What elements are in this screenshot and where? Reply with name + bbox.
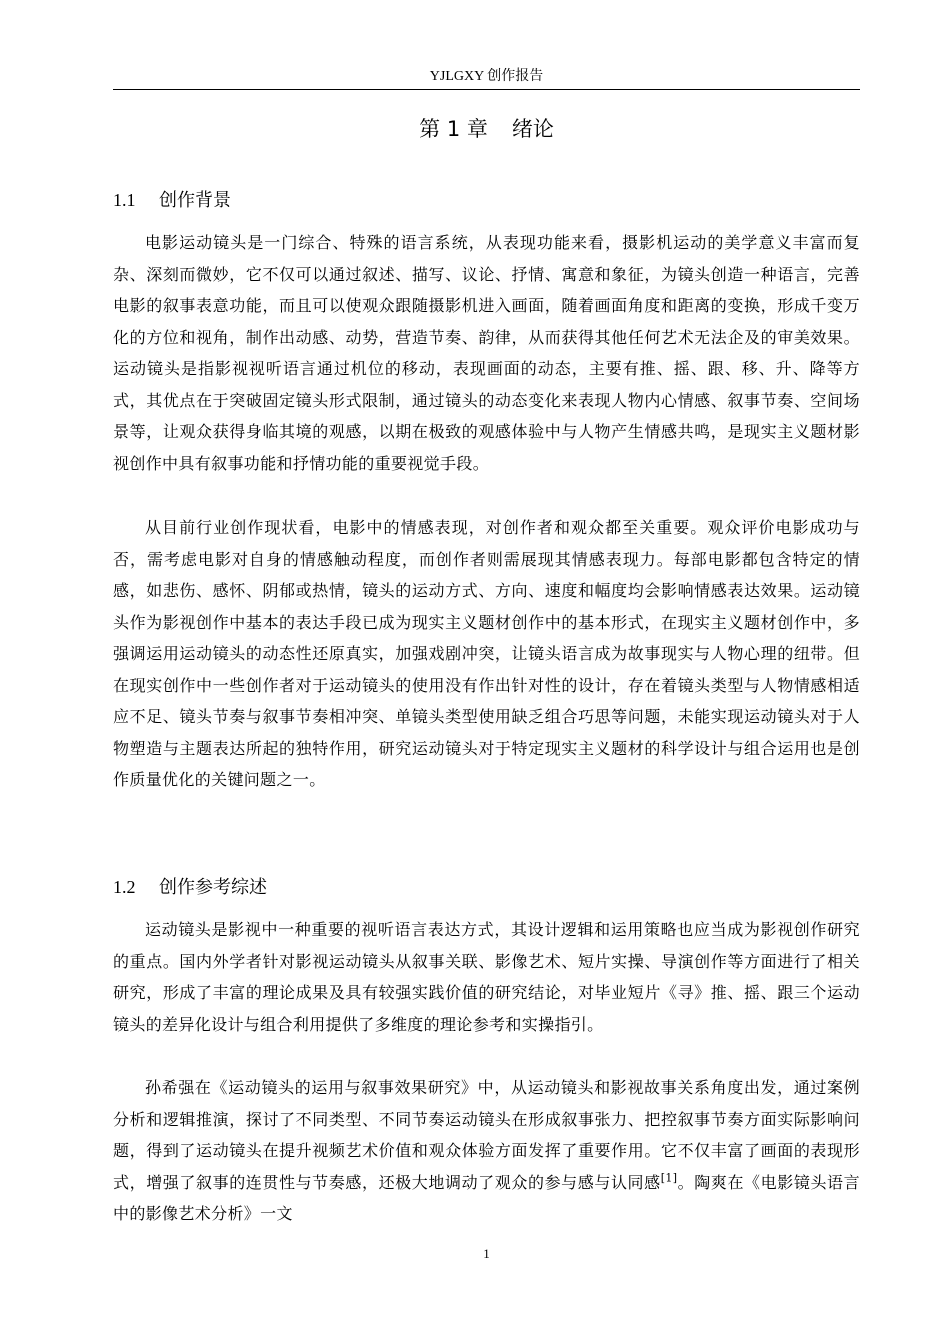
paragraph-review-1: 运动镜头是影视中一种重要的视听语言表达方式，其设计逻辑和运用策略也应当成为影视创作研究的重点。国内外学者针对影视运动镜头从叙事关联、影像艺术、短片实操、导演创作等方面进行了相关研究，形成了丰富的理论成果及具有较强实践价值的研究结论，对毕业短片《寻》推、摇、跟三个运动镜头的差异化设计与组合利用提供了多维度的理论参考和实操指引。 — [113, 920, 860, 1034]
section-number: 1.1 — [113, 190, 136, 210]
section-number: 1.2 — [113, 877, 136, 897]
chapter-title — [113, 114, 860, 144]
paragraph-background-1: 电影运动镜头是一门综合、特殊的语言系统，从表现功能来看，摄影机运动的美学意义丰富而复杂、深刻而微妙，它不仅可以通过叙述、描写、议论、抒情、寓意和象征，为镜头创造一种语言，完善电影的叙事表意功能，而且可以使观众跟随摄影机进入画面，随着画面角度和距离的变换，形成千变万化的方位和视角，制作出动感、动势，营造节奏、韵律，从而获得其他任何艺术无法企及的审美效果。运动镜头是指影视视听语言通过机位的移动，表现画面的动态，主要有推、摇、跟、移、升、降等方式，其优点在于突破固定镜头形式限制，通过镜头的动态变化来表现人物内心情感、叙事节奏、空间场景等，让观众获得身临其境的观感，以期在极致的观感体验中与人物产生情感共鸣，是现实主义题材影视创作中具有叙事功能和抒情功能的重要视觉手段。 — [113, 233, 860, 473]
section-title: 创作参考综述 — [159, 877, 267, 898]
citation-reference[interactable]: [1] — [660, 1171, 678, 1185]
chapter-number: 第 1 章 — [419, 117, 488, 141]
section-title: 创作背景 — [159, 190, 231, 211]
section-heading-1-2 — [113, 874, 860, 901]
paragraph-background-2: 从目前行业创作现状看，电影中的情感表现，对创作者和观众都至关重要。观众评价电影成功与否，需考虑电影对自身的情感触动程度，而创作者则需展现其情感表现力。每部电影都包含特定的情感，如悲伤、感怀、阴郁或热情，镜头的运动方式、方向、速度和幅度均会影响情感表达效果。运动镜头作为影视创作中基本的表达手段已成为现实主义题材创作中的基本形式，在现实主义题材创作中，多强调运用运动镜头的动态性还原真实，加强戏剧冲突，让镜头语言成为故事现实与人物心理的纽带。但在现实创作中一些创作者对于运动镜头的使用没有作出针对性的设计，存在着镜头类型与人物情感相适应不足、镜头节奏与叙事节奏相冲突、单镜头类型使用缺乏组合巧思等问题，未能实现运动镜头对于人物塑造与主题表达所起的独特作用，研究运动镜头对于特定现实主义题材的科学设计与组合运用也是创作质量优化的关键问题之一。 — [113, 518, 860, 789]
page-number: 1 — [483, 1246, 490, 1261]
header-rule — [113, 89, 860, 90]
section-heading-1-1 — [113, 187, 860, 214]
paragraph-text: 孙希强在《运动镜头的运用与叙事效果研究》中，从运动镜头和影视故事关系角度出发，通过案例分析和逻辑推演，探讨了不同类型、不同节奏运动镜头在形成叙事张力、把控叙事节奏方面实际影响问题，得到了运动镜头在提升视频艺术价值和观众体验方面发挥了重要作用。它不仅丰富了画面的表现形式，增强了叙事的连贯性与节奏感，还极大地调动了观众的参与感与认同感 — [113, 1078, 860, 1192]
chapter-name: 绪论 — [511, 117, 554, 141]
running-header: YJLGXY 创作报告 — [429, 69, 544, 84]
paragraph-review-2 — [113, 1072, 860, 1230]
paragraph-text: 。陶爽在《电影镜头语言中的影像艺术分析》一文 — [113, 1172, 860, 1223]
